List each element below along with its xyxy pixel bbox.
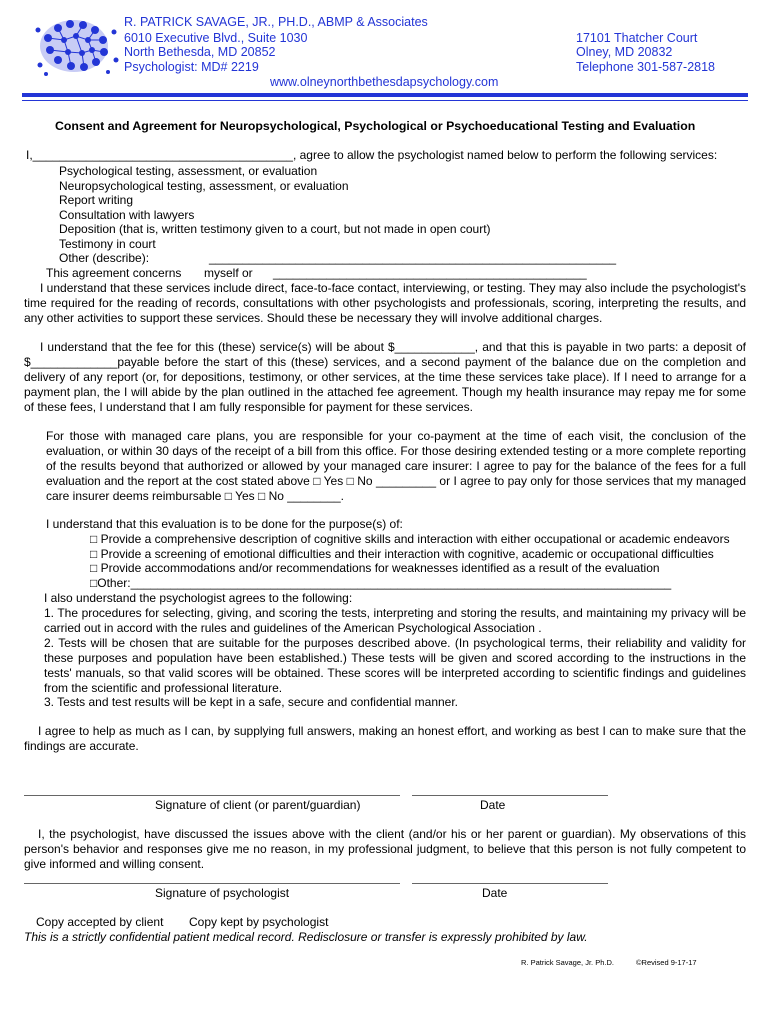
intro-line: I,_______________________________________, agree to allow the psychologist named below to perform the following services: bbox=[26, 148, 718, 162]
client-signature-label: Signature of client (or parent/guardian) bbox=[155, 798, 361, 812]
service-item: Report writing bbox=[59, 193, 134, 207]
license-number: Psychologist: MD# 2219 bbox=[124, 60, 259, 74]
concerns-myself: myself or bbox=[204, 266, 253, 280]
psychologist-date-line[interactable] bbox=[412, 883, 608, 884]
other-describe-label: Other (describe): bbox=[59, 251, 150, 265]
concerns-name-field[interactable]: _______________________________________________ bbox=[273, 266, 587, 280]
managed-care-paragraph: For those with managed care plans, you are responsible for your co-payment at the time of each visit, the conclusion of the evaluation, or within 30 days of the receipt of a bill from this office. For those desiring extended testing or a more complete reporting of the results beyond that authorized or allowed by your managed care insurer: I agree to pay for the balance of the fees for a full evaluation and the report at the cost stated above □ Yes □ No _________ or I agree to pay only for those services that my managed care insurer deems reimbursable □ Yes □ No ________. bbox=[46, 429, 746, 503]
services-paragraph: I understand that these services include direct, face-to-face contact, interviewing, or testing. They may also include the psychologist's time required for the reading of records, consultations with other psychologists and professionals, scoring, interpreting the results, and any other activities to support these services. Should these be necessary they will involve additional charges. bbox=[24, 281, 746, 325]
footer-name: R. Patrick Savage, Jr. Ph.D. bbox=[521, 958, 614, 967]
psychologist-date-label: Date bbox=[482, 886, 508, 900]
client-signature-line[interactable] bbox=[24, 795, 400, 796]
right-address-2: Olney, MD 20832 bbox=[576, 45, 673, 59]
copy-accepted-label: Copy accepted by client bbox=[36, 915, 164, 929]
psychologist-paragraph: I, the psychologist, have discussed the issues above with the client (and/or his or her parent or guardian). My observations of this person's behavior and responses give me no reason, in my professional judgment, to believe that this person is not fully competent to give informed and willing consent. bbox=[24, 827, 746, 871]
help-paragraph: I agree to help as much as I can, by supplying full answers, making an honest effort, and working as best I can to make sure that the findings are accurate. bbox=[24, 724, 746, 753]
service-item: Testimony in court bbox=[59, 237, 156, 251]
footer-revised: ©Revised 9-17-17 bbox=[636, 958, 697, 967]
document-title: Consent and Agreement for Neuropsychological, Psychological or Psychoeducational Testing and Evaluation bbox=[55, 119, 696, 133]
confidential-notice: This is a strictly confidential patient medical record. Redisclosure or transfer is expressly prohibited by law. bbox=[24, 930, 588, 944]
other-describe-field[interactable]: _____________________________________________________________ bbox=[209, 251, 617, 265]
service-item: Neuropsychological testing, assessment, or evaluation bbox=[59, 179, 349, 193]
psychologist-signature-label: Signature of psychologist bbox=[155, 886, 290, 900]
client-date-label: Date bbox=[480, 798, 506, 812]
brain-logo bbox=[28, 10, 124, 82]
purpose-option[interactable]: □ Provide a comprehensive description of cognitive skills and interaction with either occupational or academic endeavors bbox=[90, 532, 730, 546]
purpose-option[interactable]: □ Provide a screening of emotional difficulties and their interaction with cognitive, academic or occupational difficulties bbox=[90, 547, 714, 561]
purpose-intro: I understand that this evaluation is to be done for the purpose(s) of: bbox=[46, 517, 403, 531]
address-line-1: 6010 Executive Blvd., Suite 1030 bbox=[124, 31, 308, 45]
practice-name: R. PATRICK SAVAGE, JR., PH.D., ABMP & Associates bbox=[124, 15, 428, 29]
header-rule-thick bbox=[22, 93, 748, 97]
copy-kept-label: Copy kept by psychologist bbox=[189, 915, 329, 929]
website-link[interactable]: www.olneynorthbethesdapsychology.com bbox=[270, 75, 499, 89]
header-rule-thin bbox=[22, 100, 748, 101]
agree-item-1: 1. The procedures for selecting, giving, and scoring the tests, interpreting and storing the results, and maintaining my privacy will be carried out in accord with the rules and guidelines of the American Psychological Association . bbox=[44, 606, 746, 635]
psychologist-signature-line[interactable] bbox=[24, 883, 400, 884]
purpose-other[interactable]: □Other:_________________________________________________________________________________ bbox=[90, 576, 672, 590]
agree-item-2: 2. Tests will be chosen that are suitable for the purposes described above. (In psychological terms, their reliability and validity for these purposes and population have been established.) These tests will be given and scored according to the instructions in the tests' manuals, so that valid scores will be obtained. These scores will be interpreted according to scientific findings and guidelines from the scientific and professional literature. bbox=[44, 636, 746, 695]
service-item: Deposition (that is, written testimony given to a court, but not made in open court) bbox=[59, 222, 491, 236]
client-date-line[interactable] bbox=[412, 795, 608, 796]
service-item: Psychological testing, assessment, or evaluation bbox=[59, 164, 318, 178]
fee-paragraph: I understand that the fee for this (these) service(s) will be about $____________, and that this is payable in two parts: a deposit of $_____________payable before the start of this (these) services, and a second payment of the balance due on the completion and delivery of any report (or, for depositions, testimony, or other services, at the time these services take place). If I need to arrange for a payment plan, the I will abide by the plan outlined in the attached fee agreement. Though my health insurance may repay me for some of these fees, I understand that I am fully responsible for payment for these services. bbox=[24, 340, 746, 414]
right-address-1: 17101 Thatcher Court bbox=[576, 31, 698, 45]
service-item: Consultation with lawyers bbox=[59, 208, 195, 222]
agree-intro: I also understand the psychologist agrees to the following: bbox=[44, 591, 353, 605]
concerns-label: This agreement concerns bbox=[46, 266, 182, 280]
agree-item-3: 3. Tests and test results will be kept in a safe, secure and confidential manner. bbox=[44, 695, 459, 709]
telephone: Telephone 301-587-2818 bbox=[576, 60, 716, 74]
address-line-2: North Bethesda, MD 20852 bbox=[124, 45, 276, 59]
purpose-option[interactable]: □ Provide accommodations and/or recommendations for weaknesses identified as a result of the evaluation bbox=[90, 561, 660, 575]
